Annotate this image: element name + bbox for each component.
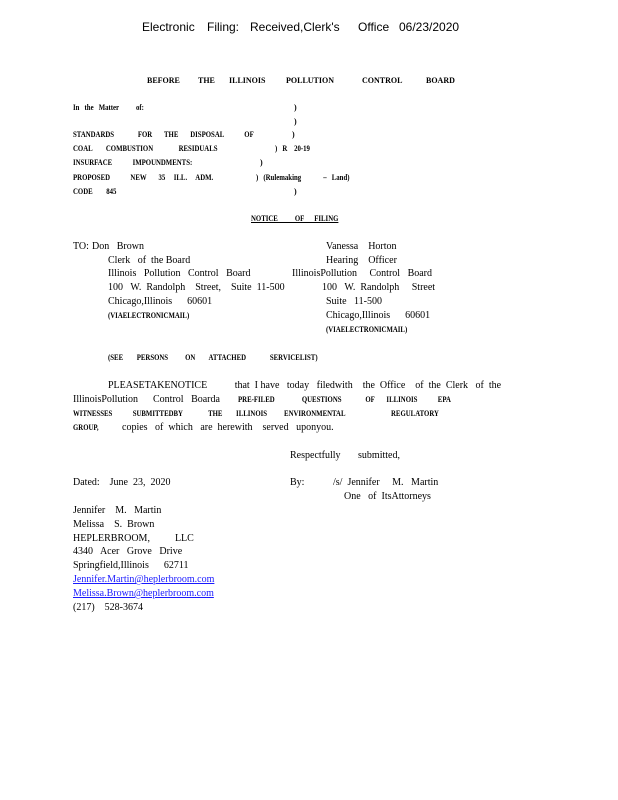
to-right-suite: Suite 11-500	[326, 296, 383, 307]
board-word: BOARD	[426, 76, 455, 85]
service-list-note: (SEE PERSONS ON ATTACHED SERVICELIST)	[108, 353, 318, 362]
to-right-city: Chicago,Illinois 60601	[326, 310, 431, 321]
in-the-matter: In the Matter of:	[73, 103, 144, 112]
contact-name-1: Jennifer M. Martin	[73, 505, 162, 516]
matter-r-number: ) R 20-19	[275, 144, 310, 153]
to-left-via: (VIAELECTRONICMAIL)	[108, 311, 190, 320]
to-right-address: 100 W. Randolph Street	[322, 282, 436, 293]
body-line-2-bold: PRE-FILED QUESTIONS OF ILLINOIS EPA	[238, 395, 451, 404]
dated: Dated: June 23, 2020	[73, 477, 171, 488]
matter-line: INSURFACE IMPOUNDMENTS:	[73, 158, 193, 167]
signature: /s/ Jennifer M. Martin	[333, 477, 439, 488]
notice-title: NOTICE OF FILING	[251, 214, 339, 223]
matter-line: PROPOSED NEW 35 ILL. ADM.	[73, 173, 214, 182]
to-left-address: 100 W. Randolph Street, Suite 11-500	[108, 282, 285, 293]
to-left-name: Don Brown	[92, 241, 144, 252]
contact-phone: (217) 528-3674	[73, 602, 143, 613]
contact-firm: HEPLERBROOM, LLC	[73, 533, 194, 544]
body-line-4: copies of which are herewith served uponyou.	[122, 422, 334, 433]
matter-paren: )	[294, 103, 297, 112]
matter-line: STANDARDS FOR THE DISPOSAL OF	[73, 130, 254, 139]
body-line-2: IllinoisPollution Control Boarda	[73, 394, 220, 405]
to-label: TO:	[73, 241, 89, 252]
board-word: POLLUTION	[286, 76, 335, 85]
matter-line: CODE 845	[73, 187, 117, 196]
header-electronic: Electronic	[142, 20, 195, 34]
to-right-org: IllinoisPollution Control Board	[292, 268, 433, 279]
one-of-attorneys: One of ItsAttorneys	[344, 491, 431, 502]
body-line-1: PLEASETAKENOTICE that I have today filedwith the Office of the Clerk of the	[108, 380, 502, 391]
to-left-city: Chicago,Illinois 60601	[108, 296, 213, 307]
by-label: By:	[290, 477, 305, 488]
body-line-4-bold: GROUP,	[73, 423, 99, 432]
header-office: Office	[358, 20, 390, 34]
to-right-title: Hearing Officer	[326, 255, 397, 266]
to-left-org: Illinois Pollution Control Board	[108, 268, 251, 279]
header-date: 06/23/2020	[399, 20, 460, 34]
to-right-via: (VIAELECTRONICMAIL)	[326, 325, 408, 334]
matter-line: COAL COMBUSTION RESIDUALS	[73, 144, 218, 153]
header-received: Received,Clerk's	[250, 20, 340, 34]
matter-rulemaking: ) (Rulemaking – Land)	[256, 173, 350, 182]
matter-paren: )	[260, 158, 263, 167]
to-right-name: Vanessa Horton	[326, 241, 397, 252]
header-filing: Filing:	[207, 20, 240, 34]
board-word: ILLINOIS	[229, 76, 266, 85]
board-word: THE	[198, 76, 215, 85]
contact-city: Springfield,Illinois 62711	[73, 560, 189, 571]
matter-paren: )	[292, 130, 295, 139]
board-word: BEFORE	[147, 76, 180, 85]
matter-paren: )	[294, 187, 297, 196]
contact-street: 4340 Acer Grove Drive	[73, 546, 183, 557]
contact-name-2: Melissa S. Brown	[73, 519, 155, 530]
email-link-brown[interactable]: Melissa.Brown@heplerbroom.com	[73, 588, 214, 599]
email-link-martin[interactable]: Jennifer.Martin@heplerbroom.com	[73, 574, 215, 585]
respectfully-submitted: Respectfully submitted,	[290, 450, 400, 461]
body-line-3-bold: WITNESSES SUBMITTEDBY THE ILLINOIS ENVIRONMENTAL REGULATORY	[73, 409, 439, 418]
matter-paren: )	[294, 117, 297, 126]
to-left-title: Clerk of the Board	[108, 255, 191, 266]
board-word: CONTROL	[362, 76, 403, 85]
